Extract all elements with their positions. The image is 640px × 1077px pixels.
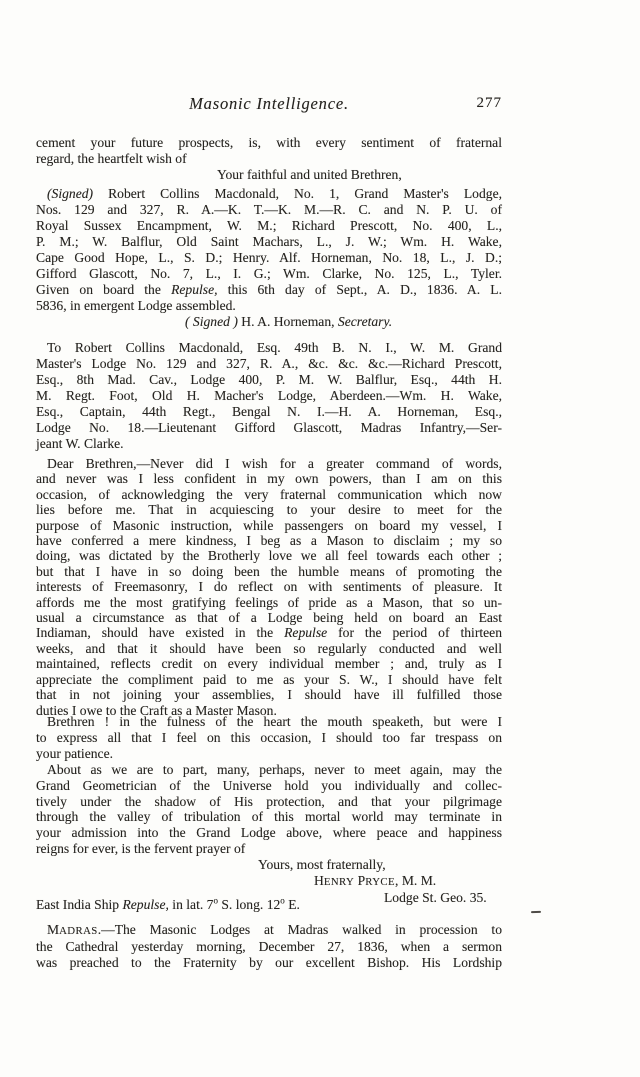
text-line: lies before me. That in acquiescing to your desire to meet for the: [36, 502, 502, 518]
text-line: HENRY PRYCE, M. M.: [314, 872, 437, 888]
paragraph: [36, 135, 502, 183]
text-line: Esq., Captain, 44th Regt., Bengal N. I.—H. A. Horneman, Esq.,: [36, 404, 502, 419]
text-line: have conferred a mere kindness, I beg as a Mason to disclaim ; my so: [36, 533, 502, 549]
text-line: Esq., 8th Mad. Cav., Lodge 400, P. M. W. Balflur, Esq., 44th H.: [36, 372, 502, 387]
text-line: jeant W. Clarke.: [36, 436, 124, 451]
text-line: duties I owe to the Craft as a Master Mason.: [36, 702, 277, 718]
text-line: Grand Geometrician of the Universe hold you individually and collec-: [36, 777, 502, 793]
text-line: P. M.; W. Balflur, Old Saint Machars, L., J. W.; Wm. H. Wake,: [36, 234, 502, 249]
text-line: reigns for ever, is the fervent prayer of: [36, 840, 246, 856]
text-line: Given on board the Repulse, this 6th day of Sept., A. D., 1836. A. L.: [36, 282, 503, 297]
text-line: through the valley of tribulation of this mortal world may terminate in: [36, 809, 502, 825]
text-line: tively under the shadow of His protection, and that your pilgrimage: [36, 793, 502, 809]
text-line: your patience.: [36, 746, 113, 761]
text-line: About as we are to part, many, perhaps, never to meet again, may the: [47, 762, 502, 777]
text-line: doing, was dictated by the Brotherly love we all feel towards each other ;: [36, 548, 502, 564]
text-line: Your faithful and united Brethren,: [217, 167, 402, 182]
text-line: Lodge St. Geo. 35.: [384, 890, 487, 906]
text-line: Brethren ! in the fulness of the heart the mouth speaketh, but were I: [47, 714, 502, 729]
text-line: appreciate the compliment paid to me as your S. W., I should have felt: [36, 671, 502, 687]
text-line: but that I have in so doing been the humble means of promoting the: [36, 563, 502, 579]
text-line: was preached to the Fraternity by our excellent Bishop. His Lordship: [36, 955, 502, 970]
text-line: Yours, most fraternally,: [258, 856, 386, 872]
text-line: Master's Lodge No. 129 and 327, R. A., &c. &c. &c.—Richard Prescott,: [36, 356, 502, 371]
paragraph: [36, 897, 502, 913]
text-line: Gifford Glascott, No. 7, L., I. G.; Wm. Clarke, No. 125, L., Tyler.: [36, 266, 502, 281]
paragraph: [36, 340, 502, 452]
text-line: MADRAS.—The Masonic Lodges at Madras walked in procession to: [47, 922, 502, 937]
text-line: purpose of Masonic instruction, while passengers on board my vessel, I: [36, 517, 502, 533]
margin-mark: [531, 911, 541, 913]
text-line: the Cathedral yesterday morning, December 27, 1836, when a sermon: [36, 939, 502, 954]
text-line: East India Ship Repulse, in lat. 7$^o$ S. long. 12$^o$ E.: [36, 895, 300, 912]
text-line: and never was I less confident in my own powers, than I am on this: [36, 471, 502, 487]
text-line: to express all that I feel on this occasion, I should too far trespass on: [36, 730, 502, 745]
paragraph: [36, 714, 502, 762]
text-line: Nos. 129 and 327, R. A.—K. T.—K. M.—R. C. and N. P. U. of: [36, 202, 502, 217]
text-line: regard, the heartfelt wish of: [36, 151, 187, 166]
page-number: 277: [476, 95, 502, 111]
text-line: Cape Good Hope, L., S. D.; Henry. Alf. Horneman, No. 18, L., J. D.;: [36, 250, 502, 265]
paragraph: [36, 186, 502, 330]
text-line: that in not joining your assemblies, I should have ill fulfilled those: [36, 687, 502, 703]
text-line: Indiaman, should have existed in the Repulse for the period of thirteen: [36, 625, 502, 641]
text-line: weeks, and that it should have been so regularly conducted and well: [36, 640, 502, 656]
running-title: Masonic Intelligence.: [189, 94, 349, 113]
text-line: affords me the most gratifying feelings of pride as a Mason, that so un-: [36, 594, 502, 610]
text-line: (Signed) Robert Collins Macdonald, No. 1, Grand Master's Lodge,: [47, 186, 502, 201]
text-line: occasion, of acknowledging the very fraternal communication which now: [36, 486, 502, 502]
text-line: ( Signed ) H. A. Horneman, Secretary.: [185, 314, 393, 329]
paragraph: [36, 762, 502, 906]
text-line: 5836, in emergent Lodge assembled.: [36, 298, 236, 313]
text-line: cement your future prospects, is, with every sentiment of fraternal: [36, 135, 502, 150]
text-line: Dear Brethren,—Never did I wish for a greater command of words,: [47, 456, 502, 471]
text-line: usual a circumstance as that of a Lodge being held on board an East: [36, 610, 502, 626]
text-line: interests of Freemasonry, I do reflect on with sentiments of pleasure. It: [36, 579, 502, 595]
paragraph: [36, 922, 502, 971]
text-line: your admission into the Grand Lodge above, where peace and happiness: [36, 825, 502, 841]
text-line: maintained, reflects credit on every individual member ; and, truly as I: [36, 656, 502, 672]
text-line: To Robert Collins Macdonald, Esq. 49th B. N. I., W. M. Grand: [47, 340, 502, 355]
text-line: Royal Sussex Encampment, W. M.; Richard Prescott, No. 400, L.,: [36, 218, 502, 233]
text-line: M. Regt. Foot, Old H. Macher's Lodge, Aberdeen.—Wm. H. Wake,: [36, 388, 502, 403]
paragraph: [36, 456, 502, 718]
text-line: Lodge No. 18.—Lieutenant Gifford Glascott, Madras Infantry,—Ser-: [36, 420, 502, 435]
